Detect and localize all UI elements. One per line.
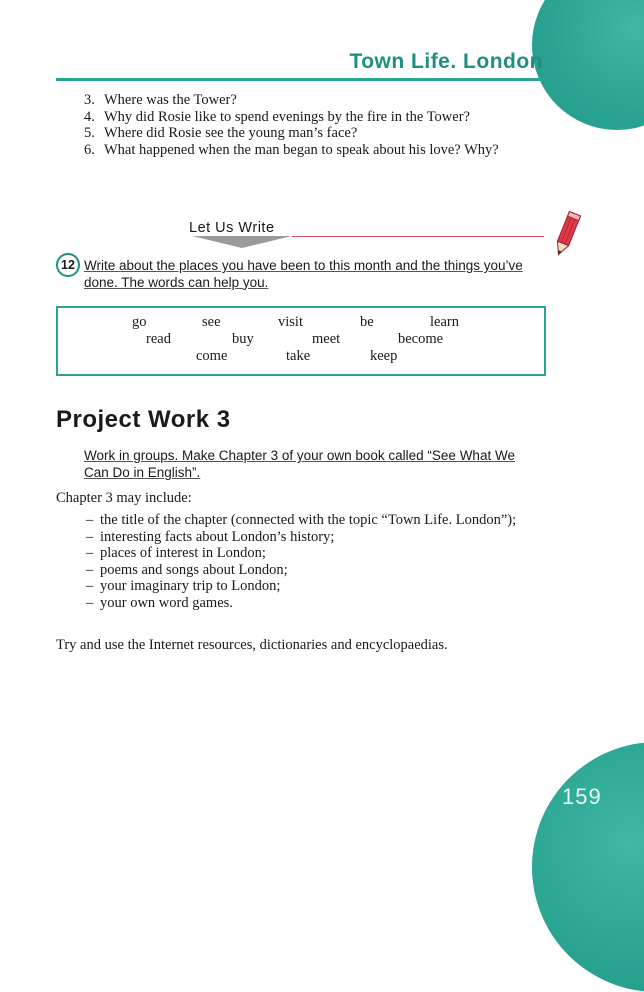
list-dash: –	[86, 594, 94, 611]
question-number: 3.	[84, 92, 95, 108]
list-item	[86, 529, 544, 546]
question-text: Why did Rosie like to spend evenings by the fire in the Tower?	[104, 108, 470, 125]
list-item	[86, 595, 544, 612]
word-item: read	[146, 331, 171, 347]
page-number: 159	[562, 784, 602, 809]
question-item	[84, 92, 544, 109]
word-item: visit	[278, 314, 303, 330]
project-title: Project Work 3	[56, 406, 231, 433]
question-text: Where did Rosie see the young man’s face?	[104, 125, 358, 141]
word-item: go	[132, 314, 147, 330]
project-item-list	[86, 512, 544, 611]
word-box	[56, 306, 546, 376]
corner-decoration-bottom	[532, 742, 644, 992]
exercise-instruction: Write about the places you have been to this month and the things you’ve done. The words can help you.	[84, 258, 523, 290]
project-intro: Chapter 3 may include:	[56, 490, 192, 506]
word-item: meet	[312, 331, 341, 347]
word-item: be	[360, 314, 374, 330]
list-item-text: your own word games.	[100, 594, 233, 611]
list-item	[86, 578, 544, 595]
question-number: 4.	[84, 108, 95, 125]
list-dash: –	[86, 578, 94, 594]
word-item: come	[196, 348, 228, 364]
list-item-text: the title of the chapter (connected with the topic “Town Life. London”);	[100, 512, 517, 528]
question-list	[84, 92, 544, 158]
list-item	[86, 512, 544, 529]
list-item-text: interesting facts about London’s history;	[100, 528, 335, 545]
question-text: What happened when the man began to speak about his love? Why?	[104, 141, 499, 158]
question-item	[84, 109, 544, 126]
section-rule	[292, 236, 544, 237]
question-number: 5.	[84, 125, 95, 141]
list-item	[86, 545, 544, 562]
question-number: 6.	[84, 141, 95, 158]
list-dash: –	[86, 528, 94, 545]
corner-decoration-top	[532, 0, 644, 130]
list-item-text: poems and songs about London;	[100, 561, 288, 578]
project-instruction: Work in groups. Make Chapter 3 of your own book called “See What We Can Do in English”.	[84, 448, 515, 480]
question-text: Where was the Tower?	[104, 92, 237, 108]
question-item	[84, 125, 544, 142]
section-label-let-us-write: Let Us Write	[189, 220, 275, 236]
pencil-icon	[550, 210, 582, 262]
list-dash: –	[86, 561, 94, 578]
word-item: learn	[430, 314, 459, 330]
section-arrow	[192, 236, 292, 248]
list-dash: –	[86, 545, 94, 561]
title-rule	[56, 78, 544, 81]
question-item	[84, 142, 544, 159]
word-item: see	[202, 314, 221, 330]
word-item: become	[398, 331, 444, 347]
word-item: take	[286, 348, 311, 364]
list-dash: –	[86, 512, 94, 528]
list-item	[86, 562, 544, 579]
list-item-text: your imaginary trip to London;	[100, 578, 281, 594]
closing-paragraph: Try and use the Internet resources, dictionaries and encyclopaedias.	[56, 637, 448, 653]
exercise-number-badge: 12	[56, 253, 80, 277]
running-title: Town Life. London	[349, 50, 543, 73]
list-item-text: places of interest in London;	[100, 545, 266, 561]
word-item: buy	[232, 331, 254, 347]
word-item: keep	[370, 348, 398, 364]
